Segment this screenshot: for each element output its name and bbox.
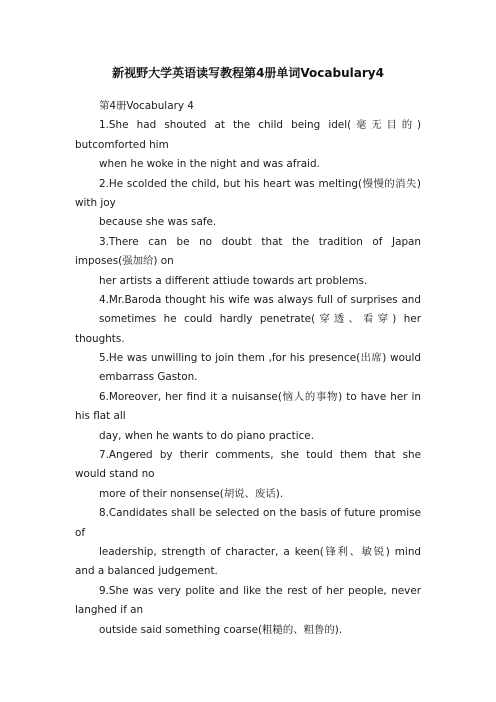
text-line: 1.She had shouted at the child being idel(毫无目的) xyxy=(99,119,421,132)
text-line: more of their nonsense(胡说、废话). xyxy=(99,487,284,500)
text-line: 8.Candidates shall be selected on the basis of future promise xyxy=(99,507,421,520)
document-title: 新视野大学英语读写教程第4册单词Vocabulary4 xyxy=(112,66,384,80)
text-line: sometimes he could hardly penetrate(穿透、看穿) her xyxy=(99,313,421,326)
text-line: 第4册Vocabulary 4 xyxy=(99,100,194,112)
text-line: because she was safe. xyxy=(99,216,217,229)
text-line: with joy xyxy=(75,196,116,209)
text-line: day, when he wants to do piano practice. xyxy=(99,429,315,442)
text-line: his flat all xyxy=(75,410,126,423)
text-line: of xyxy=(75,526,86,539)
text-line: would stand no xyxy=(75,468,155,481)
text-line: butcomforted him xyxy=(75,138,169,151)
text-line: leadership, strength of character, a keen(锋利、敏锐) mind xyxy=(99,545,421,558)
text-line: embarrass Gaston. xyxy=(99,371,198,384)
text-line: 9.She was very polite and like the rest of her people, never xyxy=(99,584,421,597)
text-line: and a balanced judgement. xyxy=(75,565,218,578)
text-line: thoughts. xyxy=(75,332,125,345)
text-line: 3.There can be no doubt that the tradition of Japan xyxy=(99,235,421,248)
text-line: 4.Mr.Baroda thought his wife was always full of surprises and xyxy=(99,293,421,306)
text-line: 6.Moreover, her find it a nuisanse(恼人的事物) to have her in xyxy=(99,390,421,403)
text-line: when he woke in the night and was afraid. xyxy=(99,158,320,171)
document-body xyxy=(75,97,421,640)
text-line: langhed if an xyxy=(75,604,144,617)
text-line: 2.He scolded the child, but his heart was melting(慢慢的消失) xyxy=(99,177,421,190)
text-line: 7.Angered by therir comments, she tould them that she xyxy=(99,449,421,462)
text-line: her artists a different attiude towards art problems. xyxy=(99,274,368,287)
text-line: outside said something coarse(粗糙的、粗鲁的). xyxy=(99,623,343,636)
text-line: imposes(强加给) on xyxy=(75,255,174,268)
text-line: 5.He was unwilling to join them ,for his presence(出席) would xyxy=(99,352,421,365)
